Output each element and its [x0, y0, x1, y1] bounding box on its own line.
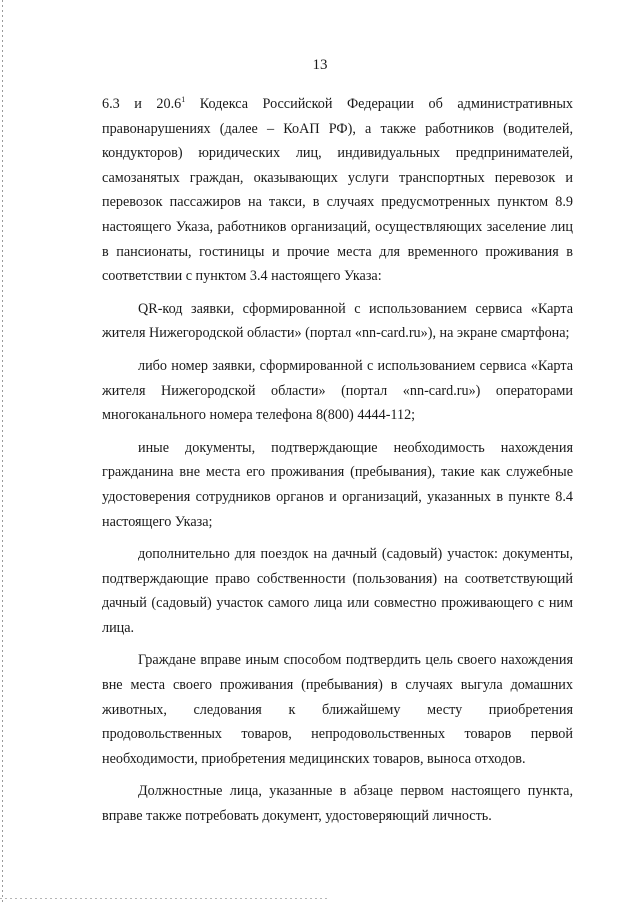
document-body	[102, 92, 573, 829]
paragraph-4: иные документы, подтверждающие необходимость нахождения гражданина вне места его проживания (пребывания), такие как служебные удостоверения сотрудников органов и организаций, указанных в пункте 8.4 настоящего Указа;	[102, 439, 573, 530]
paragraph-3: либо номер заявки, сформированной с использованием сервиса «Карта жителя Нижегородской области» (портал «nn-card.ru») операторами многоканального номера телефона 8(800) 4444-112;	[102, 357, 573, 424]
paragraph-1-start: 6.3 и 20.6	[102, 96, 182, 112]
paragraph-5: дополнительно для поездок на дачный (садовый) участок: документы, подтверждающие право собственности (пользования) на соответствующий дачный (садовый) участок самого лица или совместно проживающего с ним лица.	[102, 546, 573, 636]
paragraph-2: QR-код заявки, сформированной с использованием сервиса «Карта жителя Нижегородской области» (портал «nn-card.ru»), на экране смартфона;	[102, 300, 573, 342]
footnote-superscript: 1	[181, 95, 186, 104]
paragraph-1-rest: Кодекса Российской Федерации об административных правонарушениях (далее – КоАП РФ), а также работников (водителей, кондукторов) юридических лиц, индивидуальных предпринимателей, самозанятых граждан, оказывающих услуги транспортных перевозок и перевозок пассажиров на такси, в случаях предусмотренных пунктом 8.9 настоящего Указа, работников организаций, осуществляющих заселение лиц в пансионаты, гостиницы и прочие места для временного проживания в соответствии с пунктом 3.4 настоящего Указа:	[102, 96, 574, 285]
scan-bottom-edge	[0, 898, 330, 899]
paragraph-6: Граждане вправе иным способом подтвердить цель своего нахождения вне места своего проживания (пребывания) в случаях выгула домашних животных, следования к ближайшему месту приобретения продовольственных товаров, непродовольственных товаров первой необходимости, приобретения медицинских товаров, выноса отходов.	[102, 652, 573, 767]
paragraph-7: Должностные лица, указанные в абзаце первом настоящего пункта, вправе также потребовать документ, удостоверяющий личность.	[102, 783, 573, 825]
page-number: 13	[312, 57, 328, 73]
scan-left-edge	[2, 0, 3, 905]
paragraph-1	[102, 92, 573, 289]
